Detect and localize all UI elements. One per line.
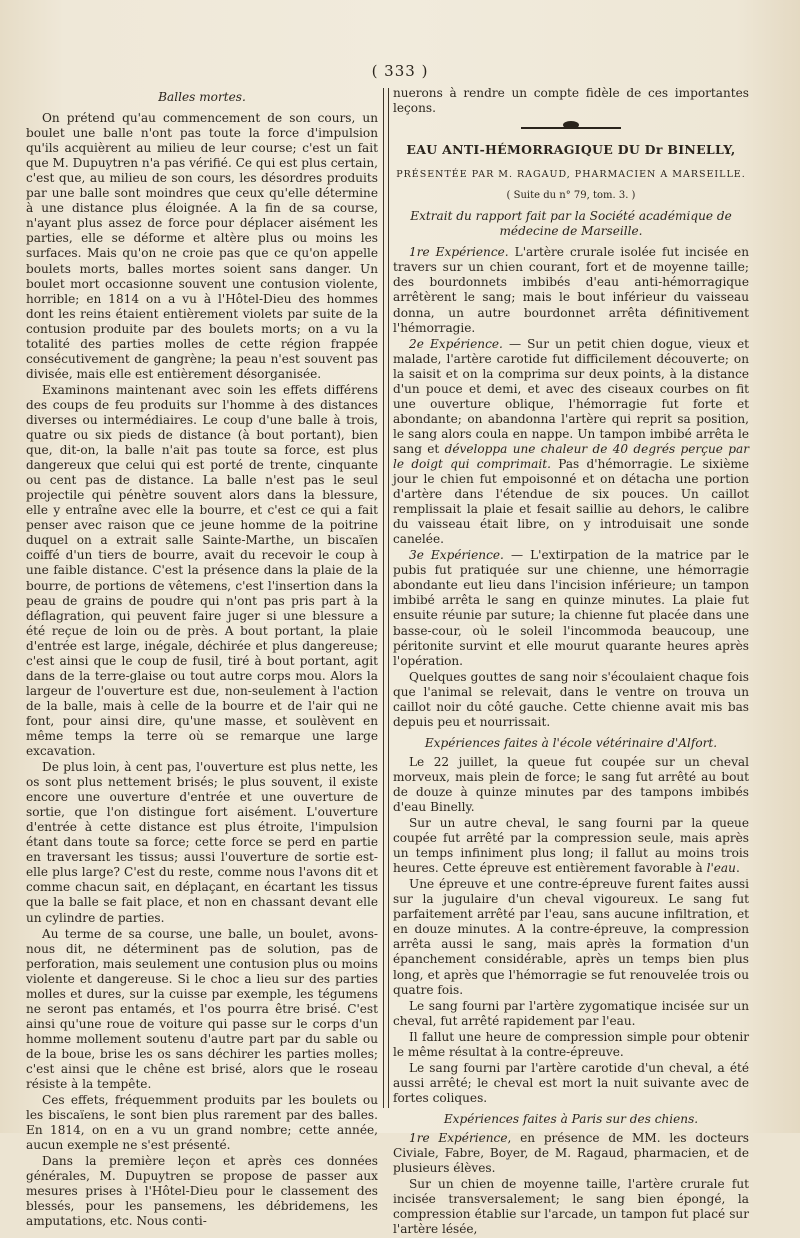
paragraph: Sur un chien de moyenne taille, l'artère crurale fut incisée transversalement; le sang bien épongé, la compression établie sur l'arcade, un tampon fut placé sur l'artère lésée, [393, 1177, 749, 1237]
article-title: EAU ANTI-HÉMORRAGIQUE DU Dr BINELLY, [406, 142, 736, 158]
experiment-label: 2e Expérience. [409, 336, 503, 351]
paragraph: Il fallut une heure de compression simple pour obtenir le même résultat à la contre-épreuve. [393, 1029, 749, 1059]
right-column [393, 86, 749, 1238]
paragraph: On prétend qu'au commencement de son cours, un boulet une balle n'ont pas toute la force d'impulsion qu'ils acquièrent au milieu de leur course; c'est un fait que M. Dupuytren n'a pas vérifié. Ce qui est plus certain, c'est que, au milieu de son cours, les désordres produits par une balle sont moindres que ceux qu'elle détermine à une distance plus éloignée. A la fin de sa course, n'ayant plus assez de force pour déplacer aisément les parties, elle se déforme et altère plus ou moins les surfaces. Mais qu'on ne croie pas que ce qu'on appelle boulets morts, balles mortes soient sans danger. Un boulet mort occasionne souvent une contusion violente, horrible; en 1814 on a vu à l'Hôtel-Dieu des hommes dont les reins étaient entièrement violets par suite de la contusion produite par des boulets morts; on a vu la totalité des parties molles de cette région frappée consécutivement de gangrène; la peau n'est souvent pas divisée, mais elle est entièrement désorganisée. [26, 111, 378, 381]
paragraph: Dans la première leçon et après ces données générales, M. Dupuytren se propose de passer aux mesures prises à l'Hôtel-Dieu pour le classement des blessés, pour les pansemens, les débridemens, les amputations, etc. Nous conti- [26, 1154, 378, 1229]
paragraph: Ces effets, fréquemment produits par les boulets ou les biscaïens, le sont bien plus rarement par des balles. En 1814, on en a vu un grand nombre; cette année, aucun exemple ne s'est présenté. [26, 1093, 378, 1153]
left-column [26, 86, 378, 1231]
paragraph: Une épreuve et une contre-épreuve furent faites aussi sur la jugulaire d'un cheval vigoureux. Le sang fut parfaitement arrêté par l'eau, sans aucune infiltration, et en douze minutes. A la contre-épreuve, la compression arrêta aussi le sang, mais après la formation d'un épanchement considérable, après un temps bien plus long, et après que l'hémorragie se fut renouvelée trois ou quatre fois. [393, 877, 749, 997]
paragraph: Au terme de sa course, une balle, un boulet, avons-nous dit, ne déterminent pas de solution, pas de perforation, mais seulement une contusion plus ou moins violente et dangereuse. Si le choc a lieu sur des parties molles et dures, sur la cuisse par exemple, les tégumens ne seront pas entamés, et l'os pourra être brisé. C'est ainsi qu'une roue de voiture qui passe sur le corps d'un homme mollement soutenu d'autre part par du sable ou de la boue, brise les os sans déchirer les parties molles; c'est ainsi que le chêne est brisé, alors que le roseau résiste à la tempête. [26, 926, 378, 1092]
paragraph: De plus loin, à cent pas, l'ouverture est plus nette, les os sont plus nettement brisés; le plus souvent, il existe encore une ouverture d'entrée et une ouverture de sortie, que l'on distingue fort aisément. L'ouverture d'entrée à cette distance est plus étroite, l'impulsion étant dans toute sa force; cette force se perd en partie en traversant les tissus; aussi l'ouverture de sortie est-elle plus large? C'est du reste, comme nous l'avons dit et comme chacun sait, en déplaçant, en écartant les tissus que la balle se fait place, et non en chassant devant elle un cylindre de parties. [26, 760, 378, 925]
paragraph: 2e Expérience. — Sur un petit chien dogue, vieux et malade, l'artère carotide fut difficilement découverte; on la saisit et on la comprima sur deux points, à la distance d'un pouce et demi, et avec des ciseaux courbes on fit une ouverture oblique, l'hémorragie fut forte et abondante; on abandonna l'artère qui reprit sa position, le sang alors coula en nappe. Un tampon imbibé arrêta le sang et développa une chaleur de 40 degrés perçue par le doigt qui comprimait. Pas d'hémorragie. Le sixième jour le chien fut empoisonné et on détacha une portion d'artère dans l'étendue de six pouces. Un caillot remplissait la plaie et fesait saillie au dehors, le calibre du vaisseau était libre, on y introduisait une sonde canelée. [393, 336, 750, 547]
continuation-text: nuerons à rendre un compte fidèle de ces importantes leçons. [393, 86, 749, 116]
paragraph: 1re Expérience, en présence de MM. les docteurs Civiale, Fabre, Boyer, de M. Ragaud, pharmacien, et de plusieurs élèves. [393, 1131, 749, 1176]
paragraph: Le sang fourni par l'artère zygomatique incisée sur un cheval, fut arrêté rapidement par l'eau. [393, 998, 749, 1028]
section-heading: Expériences faites à l'école vétérinaire d'Alfort. [424, 735, 718, 750]
experiment-label: 1re Expérience [409, 1131, 508, 1145]
section-heading: Expériences faites à Paris sur des chiens. [443, 1111, 699, 1126]
section-heading: Balles mortes. [158, 90, 246, 104]
continuation-note: ( Suite du n° 79, tom. 3. ) [506, 190, 636, 202]
paragraph: Sur un autre cheval, le sang fourni par la queue coupée fut arrêté par la compression seule, mais après un temps infiniment plus long; il fallut au moins trois heures. Cette épreuve est entièrement favorable à l'eau. [393, 816, 749, 876]
column-divider [383, 88, 389, 1108]
page-number: ( 333 ) [371, 62, 429, 80]
experiment-label: 3e Expérience. [409, 548, 504, 563]
report-subtitle: Extrait du rapport fait par la Société académique de médecine de Marseille. [410, 209, 732, 239]
paragraph: Quelques gouttes de sang noir s'écoulaient chaque fois que l'animal se relevait, dans le ventre on trouva un caillot noir du côté gauche. Cette chienne avait mis bas depuis peu et nourrissait. [393, 669, 749, 729]
ornamental-rule [393, 118, 749, 132]
paragraph: Examinons maintenant avec soin les effets différens des coups de feu produits sur l'homme à des distances diverses ou intermédiaires. Le coup d'une balle à trois, quatre ou six pieds de distance (à bout portant), bien que, dit-on, la balle n'ait pas toute sa force, est plus dangereux que celui qui est porté de trente, cinquante ou cent pas de distance. La balle n'est pas le seul projectile qui pénètre souvent alors dans la blessure, elle y entraîne avec elle la bourre, et c'est ce qui a fait penser avec raison que ce jeune homme de la poitrine duquel on a extrait salle Sainte-Marthe, un biscaïen coiffé d'un tiers de bourre, avait du recevoir le coup à une faible distance. C'est la présence dans la plaie de la bourre, de portions de vêtemens, c'est l'insertion dans la peau de grains de poudre qui n'ont pas pris part à la déflagration, qui peuvent faire juger si une blessure a été reçue de loin ou de près. A bout portant, la plaie d'entrée est large, inégale, déchirée et plus dangereuse; c'est ainsi que le coup de fusil, tiré à bout portant, agit dans de la terre-glaise ou tout autre corps mou. Alors la largeur de l'ouverture est due, non-seulement à l'action de la balle, mais à celle de la bourre et de l'air qui ne font, pour ainsi dire, qu'une masse, et soulèvent en même temps la terre où se remarque une large excavation. [26, 382, 378, 759]
paragraph: 1re Expérience. L'artère crurale isolée fut incisée en travers sur un chien courant, fort et de moyenne taille; des bourdonnets imbibés d'eau anti-hémorragique arrêtèrent le sang; mais le bout inférieur du vaisseau donna, un autre bourdonnet arrêta définitivement l'hémorragie. [393, 245, 749, 335]
experiment-label: 1re Expérience. [409, 245, 509, 260]
article-byline: PRÉSENTÉE PAR M. RAGAUD, PHARMACIEN A MARSEILLE. [396, 169, 746, 181]
paragraph: Le 22 juillet, la queue fut coupée sur un cheval morveux, mais plein de force; le sang fut arrêté au bout de douze à quinze minutes par des tampons imbibés d'eau Binelly. [393, 754, 749, 815]
paragraph: Le sang fourni par l'artère carotide d'un cheval, a été aussi arrêté; le cheval est mort la nuit suivante avec de fortes coliques. [393, 1060, 749, 1105]
paragraph: 3e Expérience. — L'extirpation de la matrice par le pubis fut pratiquée sur une chienne, une hémorragie abondante eut lieu dans l'incision inférieure; un tampon imbibé arrêta le sang en quinze minutes. La plaie fut ensuite réunie par suture; la chienne fut placée dans une basse-cour, où le soleil l'incommoda beaucoup, une péritonite survint et elle mourut quarante heures après l'opération. [393, 548, 749, 668]
